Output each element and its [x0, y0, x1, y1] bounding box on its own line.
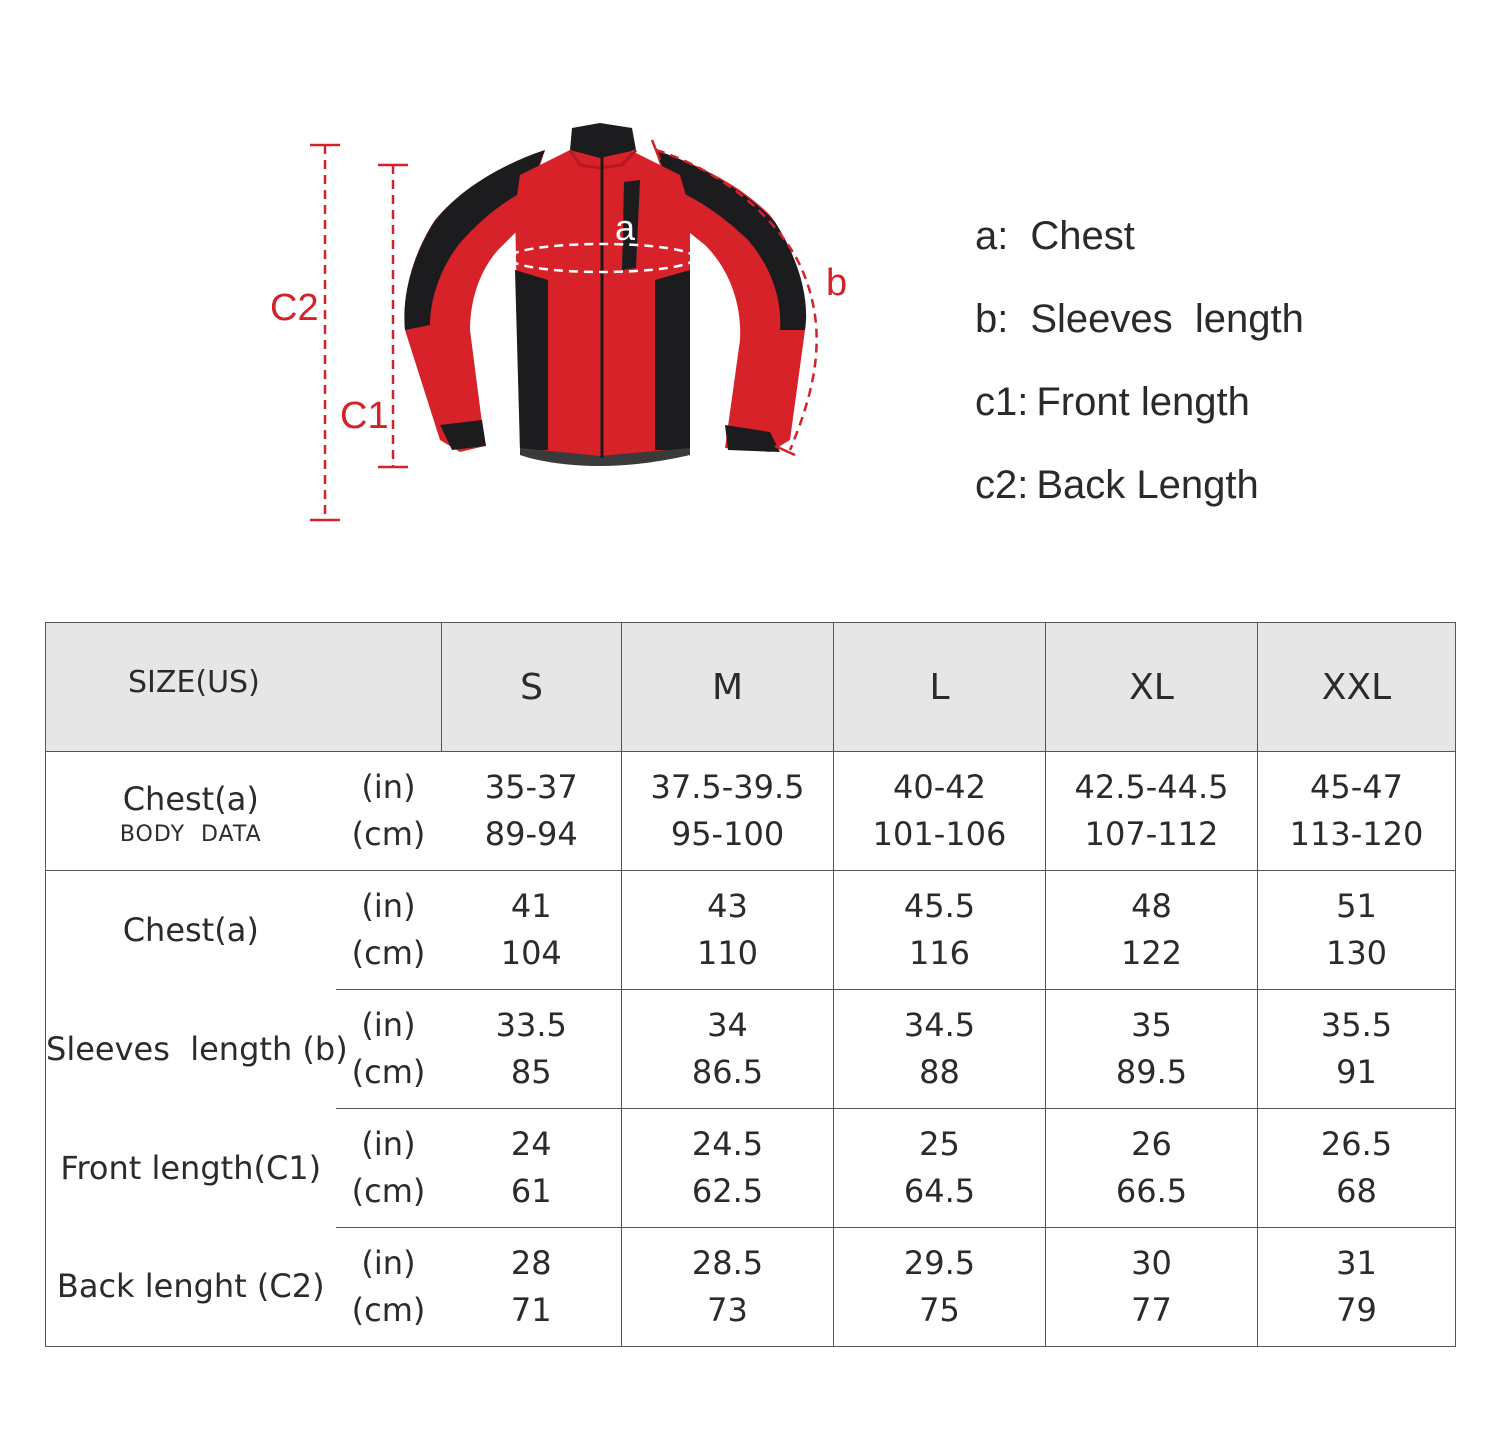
- size-header-s: S: [442, 623, 622, 752]
- value-cell: [622, 1228, 834, 1347]
- body-data-row: [46, 752, 1456, 871]
- c2-label: C2: [270, 287, 319, 329]
- value-cell: [834, 1228, 1046, 1347]
- unit-cell: [336, 752, 442, 871]
- measurement-row: [46, 871, 1456, 990]
- measurement-name: Sleeves length (b): [46, 990, 336, 1109]
- measurement-name: Front length(C1): [46, 1109, 336, 1228]
- unit-cell: [336, 1109, 442, 1228]
- value-in: 51: [1336, 887, 1377, 925]
- unit-in: (in): [361, 1125, 416, 1163]
- value-in: 24.5: [691, 1125, 764, 1163]
- measurement-row: [46, 1109, 1456, 1228]
- value-cm: 104: [500, 934, 562, 972]
- value-in: 35-37: [484, 768, 578, 806]
- value-cm: 62.5: [691, 1172, 764, 1210]
- jacket-illustration: [404, 123, 806, 466]
- value-cm: 95-100: [670, 815, 785, 853]
- value-cm: 89-94: [484, 815, 578, 853]
- back-length-dimension: [310, 145, 340, 520]
- value-in: 35: [1131, 1006, 1172, 1044]
- legend-item: [975, 459, 1304, 542]
- legend-text: Back Length: [1036, 463, 1259, 507]
- unit-cm: (cm): [351, 815, 426, 853]
- value-in: 35.5: [1320, 1006, 1393, 1044]
- body-data-chest-label: Chest(a): [122, 779, 259, 818]
- legend-key: a:: [975, 214, 1009, 258]
- value-cell: [834, 1109, 1046, 1228]
- value-cm: 64.5: [903, 1172, 976, 1210]
- value-cm: 77: [1131, 1291, 1172, 1329]
- value-cell: [1046, 752, 1258, 871]
- value-cell: [442, 1228, 622, 1347]
- unit-cm: (cm): [351, 934, 426, 972]
- unit-cm: (cm): [351, 1172, 426, 1210]
- value-in: 26.5: [1320, 1125, 1393, 1163]
- value-in: 42.5-44.5: [1074, 768, 1229, 806]
- measurement-legend: [975, 210, 1304, 542]
- unit-cm: (cm): [351, 1053, 426, 1091]
- value-cell: [1046, 871, 1258, 990]
- value-cell: [1046, 1228, 1258, 1347]
- value-in: 45-47: [1310, 768, 1403, 806]
- legend-item: [975, 376, 1304, 459]
- value-in: 45.5: [903, 887, 976, 925]
- unit-cell: [336, 871, 442, 990]
- value-cm: 91: [1336, 1053, 1377, 1091]
- size-header-xxl: XXL: [1258, 623, 1456, 752]
- value-in: 41: [510, 887, 552, 925]
- measurement-name: Back lenght (C2): [46, 1228, 336, 1347]
- legend-item: [975, 293, 1304, 376]
- value-cm: 89.5: [1115, 1053, 1188, 1091]
- value-cell: [622, 752, 834, 871]
- value-cell: [1258, 871, 1456, 990]
- value-cm: 88: [919, 1053, 960, 1091]
- legend-key: b:: [975, 297, 1009, 341]
- value-in: 28: [510, 1244, 552, 1282]
- legend-key: c2:: [975, 463, 1029, 507]
- value-cell: [834, 752, 1046, 871]
- value-cm: 86.5: [691, 1053, 764, 1091]
- legend-text: Front length: [1036, 380, 1250, 424]
- size-us-header: SIZE(US): [46, 623, 442, 752]
- measurement-name: Chest(a): [46, 871, 336, 990]
- table-header-row: [46, 623, 1456, 752]
- value-cm: 110: [696, 934, 759, 972]
- value-cell: [442, 1109, 622, 1228]
- value-cell: [1046, 990, 1258, 1109]
- value-cell: [442, 871, 622, 990]
- value-cm: 116: [908, 934, 971, 972]
- value-in: 34: [707, 1006, 748, 1044]
- value-cm: 75: [919, 1291, 960, 1329]
- value-cm: 68: [1336, 1172, 1377, 1210]
- value-cell: [442, 990, 622, 1109]
- unit-in: (in): [361, 887, 416, 925]
- size-header-xl: XL: [1046, 623, 1258, 752]
- unit-in: (in): [361, 1006, 416, 1044]
- size-chart-table: [45, 622, 1456, 1347]
- body-data-sub-label: BODY DATA: [119, 821, 262, 847]
- value-cm: 130: [1325, 934, 1388, 972]
- value-cm: 101-106: [872, 815, 1007, 853]
- value-in: 28.5: [691, 1244, 764, 1282]
- legend-text: Chest: [1030, 214, 1135, 258]
- value-cm: 107-112: [1084, 815, 1219, 853]
- size-header-m: M: [622, 623, 834, 752]
- measurement-row: [46, 1228, 1456, 1347]
- value-in: 40-42: [893, 768, 986, 806]
- value-in: 29.5: [903, 1244, 976, 1282]
- value-in: 25: [919, 1125, 960, 1163]
- value-in: 31: [1336, 1244, 1377, 1282]
- a-label: a: [615, 207, 636, 248]
- value-in: 24: [510, 1125, 552, 1163]
- unit-cell: [336, 990, 442, 1109]
- legend-item: [975, 210, 1304, 293]
- value-cell: [622, 1109, 834, 1228]
- value-cell: [442, 752, 622, 871]
- body-data-name: [46, 752, 336, 871]
- value-in: 48: [1131, 887, 1172, 925]
- value-cm: 71: [510, 1291, 552, 1329]
- unit-cell: [336, 1228, 442, 1347]
- value-cell: [834, 990, 1046, 1109]
- value-cm: 79: [1336, 1291, 1377, 1329]
- value-in: 43: [707, 887, 748, 925]
- value-cm: 66.5: [1115, 1172, 1188, 1210]
- value-cm: 73: [707, 1291, 748, 1329]
- value-cell: [622, 871, 834, 990]
- legend-text: Sleeves length: [1030, 297, 1304, 341]
- value-cell: [1258, 1109, 1456, 1228]
- value-cm: 113-120: [1289, 815, 1424, 853]
- unit-in: (in): [361, 1244, 416, 1282]
- value-cell: [1046, 1109, 1258, 1228]
- value-cm: 85: [510, 1053, 552, 1091]
- c1-label: C1: [340, 395, 389, 437]
- value-cm: 61: [510, 1172, 552, 1210]
- measurement-row: [46, 990, 1456, 1109]
- value-cell: [1258, 1228, 1456, 1347]
- legend-key: c1:: [975, 380, 1029, 424]
- value-in: 30: [1131, 1244, 1172, 1282]
- value-cell: [1258, 752, 1456, 871]
- value-cell: [834, 871, 1046, 990]
- unit-in: (in): [361, 768, 416, 806]
- b-label: b: [826, 262, 848, 304]
- unit-cm: (cm): [351, 1291, 426, 1329]
- value-in: 26: [1131, 1125, 1172, 1163]
- value-in: 33.5: [495, 1006, 567, 1044]
- value-in: 37.5-39.5: [650, 768, 805, 806]
- value-cell: [1258, 990, 1456, 1109]
- size-header-l: L: [834, 623, 1046, 752]
- value-cell: [622, 990, 834, 1109]
- value-in: 34.5: [903, 1006, 976, 1044]
- value-cm: 122: [1120, 934, 1183, 972]
